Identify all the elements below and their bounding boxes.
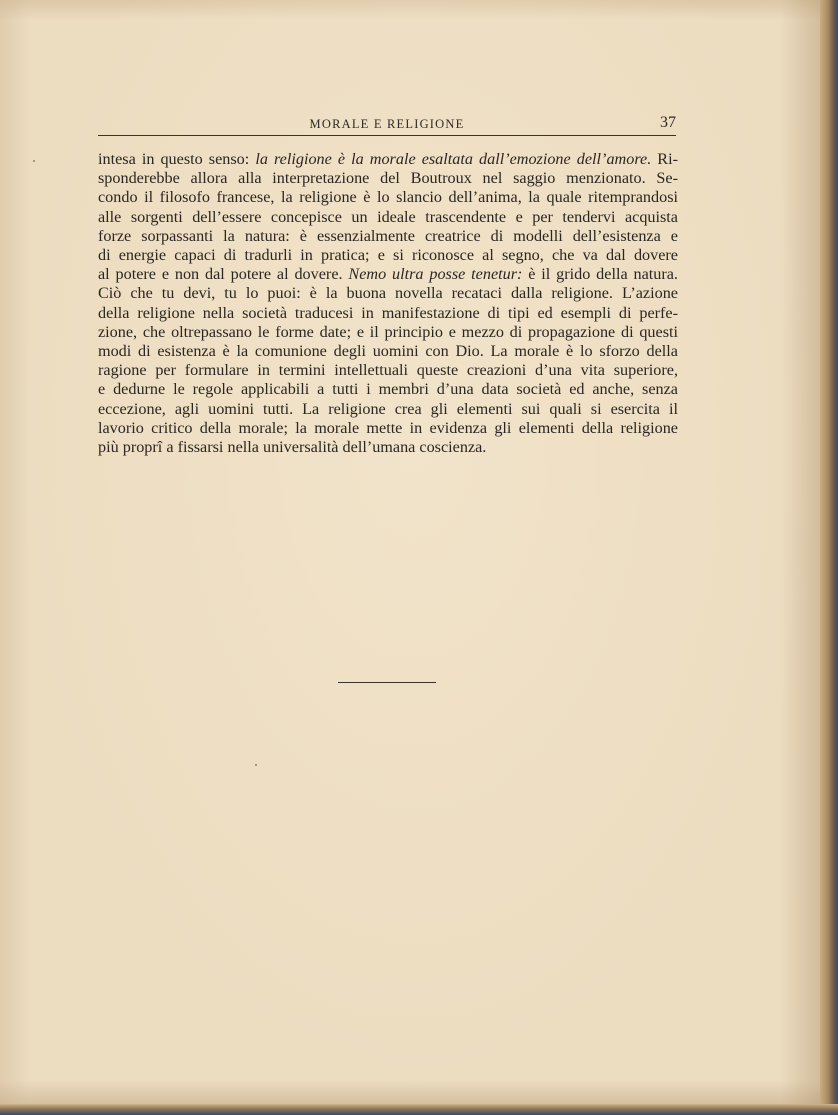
text-line xyxy=(98,150,678,169)
page-edge-right xyxy=(820,0,838,1115)
text-segment: al potere e non dal potere al dovere. xyxy=(98,265,349,284)
text-segment: di energie capaci di tradurli in pratica; e si riconosce al segno, che va dal dovere xyxy=(98,246,678,265)
text-segment: modi di esistenza è la comunione degli uomini con Dio. La morale è lo sforzo della xyxy=(98,342,678,361)
text-segment: alle sorgenti dell’essere concepisce un ideale trascendente e per tendervi acquista xyxy=(98,207,678,226)
text-line xyxy=(98,246,678,265)
text-segment: più proprî a fissarsi nella universalità dell’umana coscienza. xyxy=(98,438,487,457)
page-header xyxy=(98,114,676,136)
header-rule xyxy=(98,135,676,136)
text-line xyxy=(98,169,678,188)
section-end-rule xyxy=(338,682,436,683)
text-segment: intesa in questo senso: xyxy=(98,150,256,168)
text-segment: sponderebbe allora alla interpretazione del Boutroux nel saggio menzionato. Se- xyxy=(98,169,678,188)
text-segment: e dedurne le regole applicabili a tutti i membri d’una data società ed anche, senza xyxy=(98,380,678,399)
text-segment: lavorio critico della morale; la morale mette in evidenza gli elementi della religione xyxy=(98,418,678,437)
text-line xyxy=(98,323,678,342)
italic-text: Nemo ultra posse tenetur: xyxy=(348,265,523,284)
text-segment: forze sorpassanti la natura: è essenzialmente creatrice di modelli dell’esistenza e xyxy=(98,226,678,245)
page-edge-bottom xyxy=(0,1104,838,1115)
italic-text: la religione è la morale esaltata dall’emozione dell’amore. xyxy=(255,150,652,168)
text-line xyxy=(98,438,678,457)
text-segment: della religione nella società traducesi in manifestazione di tipi ed esempli di perfe- xyxy=(98,303,678,322)
text-segment: Ri- xyxy=(651,150,678,168)
text-segment: eccezione, agli uomini tutti. La religione crea gli elementi sui quali si esercita il xyxy=(98,399,678,418)
text-segment: condo il filosofo francese, la religione è lo slancio dell’anima, la quale ritemprandosi xyxy=(98,188,678,207)
text-line xyxy=(98,227,678,246)
text-line xyxy=(98,304,678,323)
text-line xyxy=(98,188,678,207)
text-line xyxy=(98,284,678,303)
text-segment: Ciò che tu devi, tu lo puoi: è la buona novella recataci dalla religione. L’azione xyxy=(98,284,678,303)
text-line xyxy=(98,342,678,361)
text-line xyxy=(98,208,678,227)
page-number: 37 xyxy=(660,114,676,131)
paper-speck xyxy=(255,764,257,766)
text-line xyxy=(98,400,678,419)
text-segment: ragione per formulare in termini intellettuali queste creazioni d’una vita superiore, xyxy=(98,361,678,380)
text-line xyxy=(98,361,678,380)
paper-speck xyxy=(33,160,35,162)
body-paragraph xyxy=(98,150,678,457)
text-segment: zione, che oltrepassano le forme date; e il principio e mezzo di propagazione di questi xyxy=(98,322,678,341)
text-segment: è il grido della natura. xyxy=(522,265,678,284)
running-head: MORALE E RELIGIONE xyxy=(309,117,465,131)
text-line xyxy=(98,380,678,399)
text-line xyxy=(98,265,678,284)
text-line xyxy=(98,419,678,438)
